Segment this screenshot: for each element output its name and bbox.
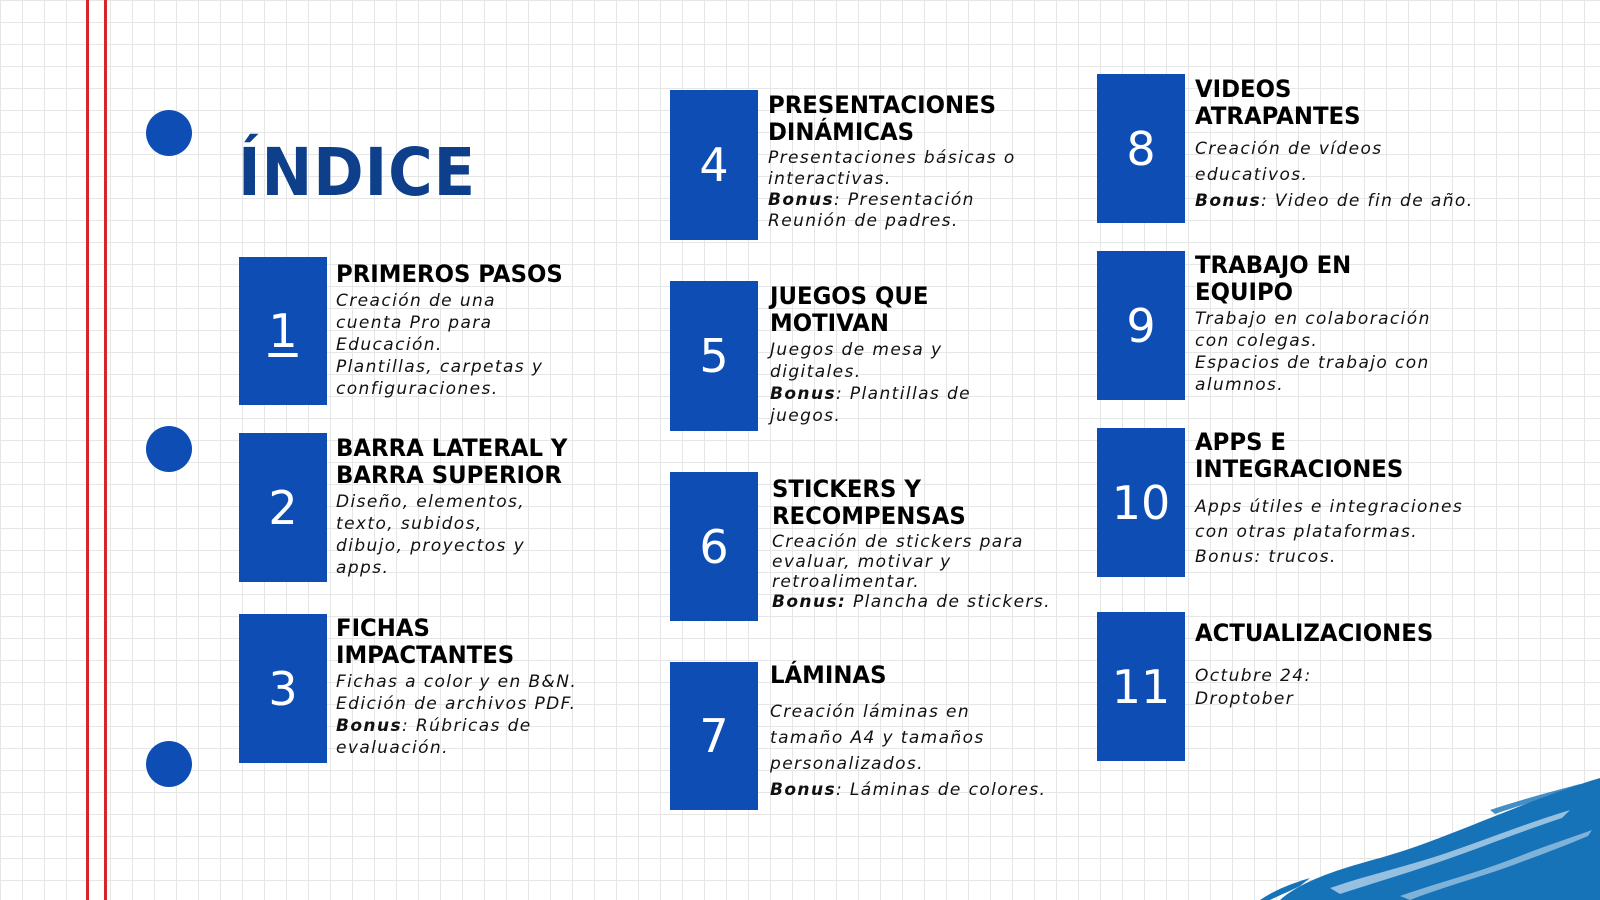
- page-title: ÍNDICE: [238, 134, 476, 211]
- entry-title-line: INTEGRACIONES: [1195, 455, 1404, 483]
- entry-number-box-2: [239, 433, 327, 582]
- binder-hole-bottom: [146, 741, 192, 787]
- entry-title-line: PRIMEROS PASOS: [336, 260, 563, 288]
- entry-description-line: [336, 312, 636, 334]
- description-text: : Presentación: [833, 190, 975, 210]
- entry-description-line: [770, 339, 1070, 361]
- description-text: juegos.: [770, 406, 842, 426]
- entry-title-line: TRABAJO EN: [1195, 251, 1352, 279]
- entry-description: [770, 339, 1070, 427]
- entry-number-box-6: [670, 472, 758, 621]
- entry-title-line: EQUIPO: [1195, 278, 1294, 306]
- entry-title-line: STICKERS Y: [772, 475, 921, 503]
- bonus-label: Bonus: [1195, 191, 1261, 211]
- description-text: Espacios de trabajo con: [1195, 353, 1430, 373]
- entry-number: 4: [699, 138, 729, 192]
- entry-description-line: [772, 532, 1072, 552]
- bonus-label: Bonus: [770, 780, 836, 800]
- entry-description-line: [768, 148, 1068, 169]
- description-text: Droptober: [1195, 689, 1295, 709]
- description-text: configuraciones.: [336, 379, 499, 399]
- entry-description-line: [1195, 374, 1495, 396]
- entry-number: 11: [1111, 659, 1171, 714]
- toc-entry-8[interactable]: [1195, 76, 1495, 214]
- bonus-label: Bonus: [770, 384, 836, 404]
- entry-number-box-11: [1097, 612, 1185, 761]
- entry-description-line: [768, 190, 1068, 211]
- entry-description: [1195, 308, 1495, 396]
- entry-description-line: [770, 361, 1070, 383]
- toc-entry-4[interactable]: [768, 92, 1068, 232]
- description-text: Fichas a color y en B&N.: [336, 672, 578, 692]
- entry-title: [770, 662, 1084, 689]
- entry-number: 6: [699, 519, 729, 574]
- description-text: personalizados.: [770, 754, 924, 774]
- description-text: Creación de vídeos: [1195, 139, 1383, 159]
- entry-description: [1195, 495, 1495, 570]
- entry-title-line: RECOMPENSAS: [772, 502, 966, 530]
- entry-description-line: [1195, 520, 1495, 545]
- entry-title-line: VIDEOS: [1195, 75, 1292, 103]
- entry-description-line: [336, 737, 636, 759]
- entry-number: 10: [1111, 475, 1171, 530]
- entry-description-line: [336, 535, 636, 557]
- entry-description-line: [336, 693, 636, 715]
- entry-description-line: [770, 699, 1070, 725]
- entry-number-box-7: [670, 662, 758, 810]
- entry-description: [772, 532, 1072, 612]
- entry-title: [770, 283, 1084, 337]
- entry-number-box-3: [239, 614, 327, 763]
- entry-description-line: [1195, 330, 1495, 352]
- entry-description-line: [768, 211, 1068, 232]
- entry-number-box-1: [239, 257, 327, 405]
- description-text: educativos.: [1195, 165, 1309, 185]
- entry-description-line: [770, 725, 1070, 751]
- description-text: alumnos.: [1195, 375, 1285, 395]
- entry-description-line: [770, 751, 1070, 777]
- description-text: Bonus: trucos.: [1195, 547, 1337, 567]
- entry-description-line: [1195, 136, 1495, 162]
- description-text: interactivas.: [768, 169, 892, 189]
- entry-title: [1195, 76, 1509, 130]
- description-text: : Plantillas de: [835, 384, 972, 404]
- entry-title: [1195, 429, 1509, 483]
- entry-title-line: ACTUALIZACIONES: [1195, 619, 1434, 647]
- toc-entry-6[interactable]: [772, 476, 1072, 612]
- entry-description-line: [336, 356, 636, 378]
- description-text: cuenta Pro para: [336, 313, 493, 333]
- entry-title: [1195, 620, 1509, 647]
- description-text: digitales.: [770, 362, 862, 382]
- entry-description: [336, 671, 636, 759]
- entry-title: [336, 261, 650, 288]
- entry-description: [1195, 136, 1495, 214]
- entry-title-line: FICHAS: [336, 614, 430, 642]
- entry-title: [336, 615, 650, 669]
- entry-number: 2: [268, 480, 298, 535]
- entry-description-line: [770, 405, 1070, 427]
- entry-title: [772, 476, 1086, 530]
- entry-description-line: [336, 334, 636, 356]
- description-text: con otras plataformas.: [1195, 522, 1419, 542]
- description-text: Plantillas, carpetas y: [336, 357, 544, 377]
- entry-description-line: [336, 491, 636, 513]
- entry-description-line: [1195, 162, 1495, 188]
- entry-description-line: [336, 378, 636, 400]
- entry-title-line: MOTIVAN: [770, 309, 889, 337]
- entry-description-line: [772, 592, 1072, 612]
- description-text: evaluación.: [336, 738, 449, 758]
- entry-number: 8: [1126, 121, 1156, 176]
- bonus-label: Bonus:: [772, 592, 847, 612]
- entry-title-line: APPS E: [1195, 428, 1287, 456]
- entry-description-line: [772, 572, 1072, 592]
- entry-title-line: BARRA SUPERIOR: [336, 461, 562, 489]
- entry-title-line: IMPACTANTES: [336, 641, 515, 669]
- entry-description-line: [336, 715, 636, 737]
- entry-description: [336, 491, 636, 579]
- entry-title-line: JUEGOS QUE: [770, 282, 929, 310]
- description-text: : Video de fin de año.: [1260, 191, 1474, 211]
- description-text: retroalimentar.: [772, 572, 921, 592]
- entry-description-line: [1195, 188, 1495, 214]
- entry-description-line: [1195, 665, 1495, 688]
- description-text: evaluar, motivar y: [772, 552, 952, 572]
- margin-line-right: [104, 0, 107, 900]
- entry-description: [770, 699, 1070, 803]
- description-text: apps.: [336, 558, 390, 578]
- entry-description-line: [336, 671, 636, 693]
- entry-description-line: [336, 557, 636, 579]
- margin-line-left: [86, 0, 89, 900]
- description-text: Diseño, elementos,: [336, 492, 526, 512]
- bonus-label: Bonus: [768, 190, 834, 210]
- toc-entry-9[interactable]: [1195, 252, 1495, 396]
- entry-number-box-10: [1097, 428, 1185, 577]
- entry-title: [1195, 252, 1509, 306]
- description-text: Trabajo en colaboración: [1195, 309, 1431, 329]
- entry-number-box-5: [670, 281, 758, 431]
- entry-description-line: [768, 169, 1068, 190]
- toc-entry-7[interactable]: [770, 662, 1070, 803]
- description-text: Educación.: [336, 335, 443, 355]
- description-text: Presentaciones básicas o: [768, 148, 1016, 168]
- description-text: Edición de archivos PDF.: [336, 694, 577, 714]
- entry-description-line: [770, 777, 1070, 803]
- toc-entry-11[interactable]: [1195, 620, 1495, 711]
- binder-hole-top: [146, 110, 192, 156]
- entry-title-line: PRESENTACIONES: [768, 91, 997, 119]
- toc-entry-5[interactable]: [770, 283, 1070, 427]
- entry-description: [336, 290, 636, 400]
- description-text: Juegos de mesa y: [770, 340, 943, 360]
- description-text: con colegas.: [1195, 331, 1319, 351]
- entry-description-line: [1195, 545, 1495, 570]
- description-text: dibujo, proyectos y: [336, 536, 526, 556]
- description-text: Creación láminas en: [770, 702, 971, 722]
- description-text: Apps útiles e integraciones: [1195, 497, 1464, 517]
- entry-number: 3: [268, 661, 298, 716]
- entry-number: 7: [699, 709, 729, 763]
- entry-description-line: [772, 552, 1072, 572]
- entry-description-line: [770, 383, 1070, 405]
- entry-title-line: DINÁMICAS: [768, 118, 915, 146]
- entry-number-box-8: [1097, 74, 1185, 223]
- entry-description-line: [1195, 352, 1495, 374]
- entry-description-line: [336, 290, 636, 312]
- toc-entry-2[interactable]: [336, 435, 636, 579]
- brush-stroke-decoration: [1240, 770, 1600, 900]
- description-text: Octubre 24:: [1195, 666, 1312, 686]
- entry-title: [768, 92, 1082, 146]
- entry-description-line: [1195, 495, 1495, 520]
- description-text: texto, subidos,: [336, 514, 483, 534]
- description-text: : Rúbricas de: [401, 716, 532, 736]
- description-text: Reunión de padres.: [768, 211, 959, 231]
- entry-number: 5: [699, 329, 729, 383]
- binder-hole-middle: [146, 426, 192, 472]
- entry-title-line: BARRA LATERAL Y: [336, 434, 568, 462]
- entry-number: 9: [1126, 298, 1156, 353]
- entry-title-line: ATRAPANTES: [1195, 102, 1361, 130]
- entry-description-line: [1195, 688, 1495, 711]
- entry-number: 1: [268, 304, 298, 358]
- entry-title-line: LÁMINAS: [770, 661, 887, 689]
- entry-description-line: [1195, 308, 1495, 330]
- entry-description-line: [336, 513, 636, 535]
- entry-number-box-9: [1097, 251, 1185, 400]
- entry-title: [336, 435, 650, 489]
- description-text: : Láminas de colores.: [835, 780, 1047, 800]
- description-text: Plancha de stickers.: [846, 592, 1051, 612]
- entry-number-box-4: [670, 90, 758, 240]
- description-text: Creación de una: [336, 291, 497, 311]
- description-text: Creación de stickers para: [772, 532, 1024, 552]
- toc-entry-10[interactable]: [1195, 429, 1495, 570]
- toc-entry-1[interactable]: [336, 261, 636, 400]
- entry-description: [768, 148, 1068, 232]
- entry-description: [1195, 665, 1495, 711]
- bonus-label: Bonus: [336, 716, 402, 736]
- description-text: tamaño A4 y tamaños: [770, 728, 985, 748]
- toc-entry-3[interactable]: [336, 615, 636, 759]
